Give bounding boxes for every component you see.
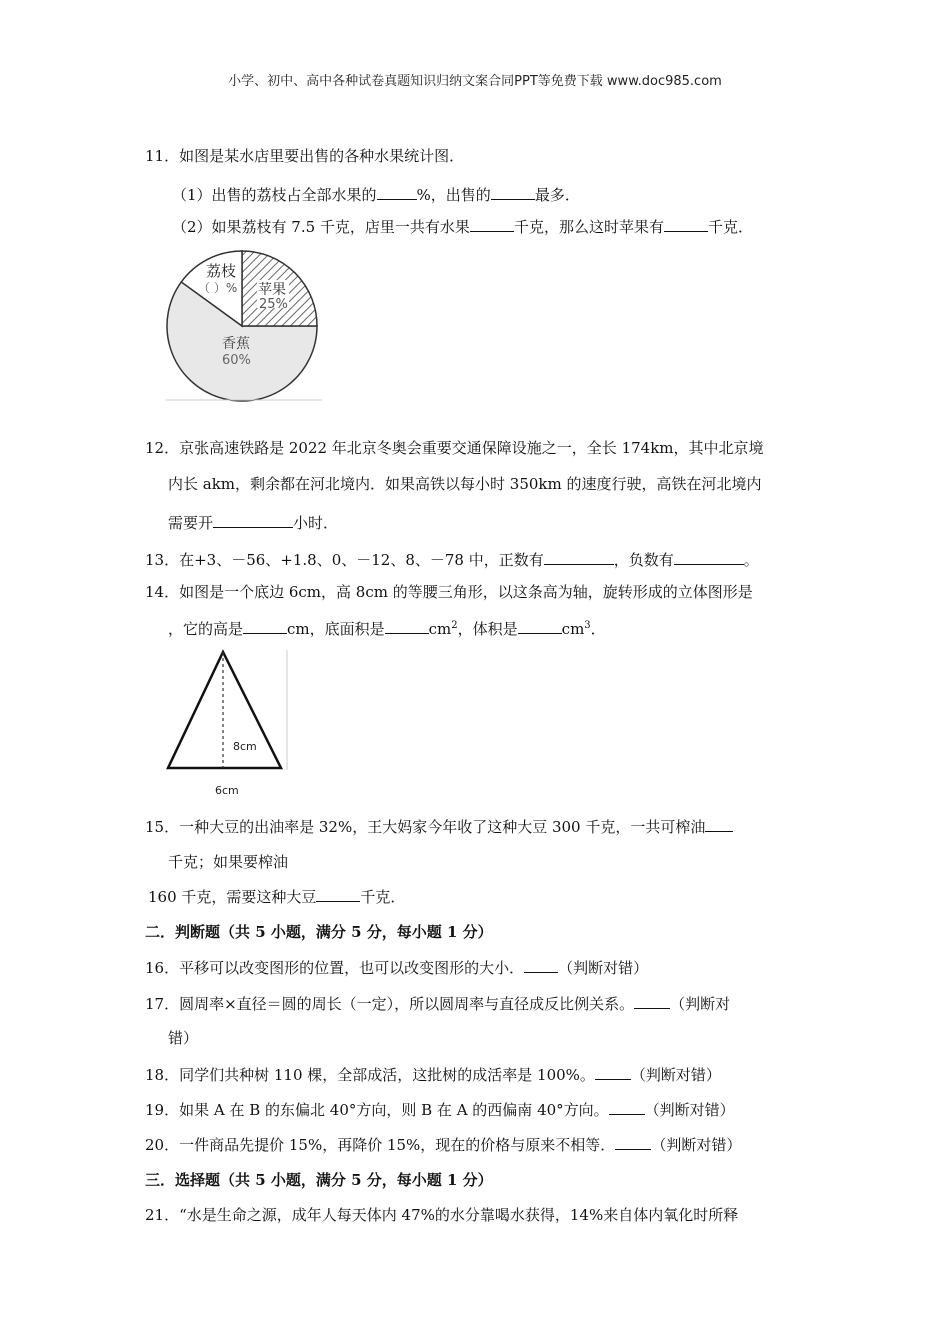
answer-blank[interactable] [595,1064,631,1080]
q13: 13．在+3、－56、+1.8、0、－12、8、－78 中，正数有 ，负数有 。 [145,551,759,569]
answer-blank[interactable] [544,549,614,565]
pie-label-banana: 香蕉 [222,336,250,352]
answer-blank[interactable] [491,184,535,200]
pie-label-lychee: 荔枝 [206,262,237,280]
answer-blank[interactable] [634,993,670,1009]
q12-line2: 内长 akm，剩余都在河北境内．如果高铁以每小时 350km 的速度行驶，高铁在河北境内 [168,475,762,493]
page-header: 小学、初中、高中各种试卷真题知识归纳文案合同PPT等免费下载 www.doc985.com [228,74,722,89]
answer-blank[interactable] [615,1134,651,1150]
answer-blank[interactable] [524,957,558,973]
q15-line3: 160 千克，需要这种大豆 千克． [148,888,406,906]
q14-line2: ，它的高是 cm，底面积是 $cm^2$，体积是 $cm^3$． [168,620,606,638]
pie-value-banana: 60% [222,353,251,368]
fruit-pie-chart [162,250,324,402]
pie-value-lychee: （ ）% [198,281,238,295]
answer-blank[interactable] [705,816,733,832]
answer-blank[interactable] [243,618,287,634]
answer-blank[interactable] [213,512,293,528]
answer-blank[interactable] [664,216,708,232]
q14-line1: 14．如图是一个底边 6cm，高 8cm 的等腰三角形，以这条高为轴，旋转形成的立体图形是 [145,583,753,601]
q12-line3: 需要开 小时． [168,514,339,532]
q11-part1: （1）出售的荔枝占全部水果的 %，出售的 最多． [172,186,580,204]
q19: 19．如果 A 在 B 的东偏北 40°方向，则 B 在 A 的西偏南 40°方向。 （判断对错） [145,1101,735,1119]
answer-blank[interactable] [609,1099,645,1115]
answer-blank[interactable] [316,886,360,902]
q17-line1: 17．圆周率×直径＝圆的周长（一定），所以圆周率与直径成反比例关系。 （判断对 [145,995,731,1013]
height-label: 8cm [233,740,257,753]
isosceles-triangle [168,652,281,768]
answer-blank[interactable] [518,618,562,634]
q18: 18．同学们共种树 110 棵，全部成活，这批树的成活率是 100%。 （判断对错） [145,1066,721,1084]
q15-line2: 千克；如果要榨油 [168,853,289,871]
pie-value-apple: 25% [259,297,288,312]
answer-blank[interactable] [385,618,429,634]
answer-blank[interactable] [674,549,744,565]
q11-part2: （2）如果荔枝有 7.5 千克，店里一共有水果 千克，那么这时苹果有 千克． [172,218,753,236]
q17-line2: 错） [168,1029,199,1047]
answer-blank[interactable] [377,184,417,200]
section-3-title: 三．选择题（共 5 小题，满分 5 分，每小题 1 分） [145,1171,493,1189]
q12-line1: 12．京张高速铁路是 2022 年北京冬奥会重要交通保障设施之一，全长 174km，其中北京境 [145,439,764,457]
triangle-figure [163,648,289,798]
q20: 20．一件商品先提价 15%，再降价 15%，现在的价格与原来不相等． （判断对错） [145,1136,742,1154]
answer-blank[interactable] [470,216,514,232]
section-2-title: 二．判断题（共 5 小题，满分 5 分，每小题 1 分） [145,923,493,941]
base-label: 6cm [215,784,239,797]
q15-line1: 15．一种大豆的出油率是 32%，王大妈家今年收了这种大豆 300 千克，一共可榨油 [145,816,733,837]
pie-label-apple: 苹果 [258,282,286,298]
q21-line1: 21．“水是生命之源，成年人每天体内 47%的水分靠喝水获得，14%来自体内氧化时所释 [145,1206,739,1224]
q16: 16．平移可以改变图形的位置，也可以改变图形的大小． （判断对错） [145,959,649,977]
q11-stem: 11．如图是某水店里要出售的各种水果统计图． [145,147,465,165]
